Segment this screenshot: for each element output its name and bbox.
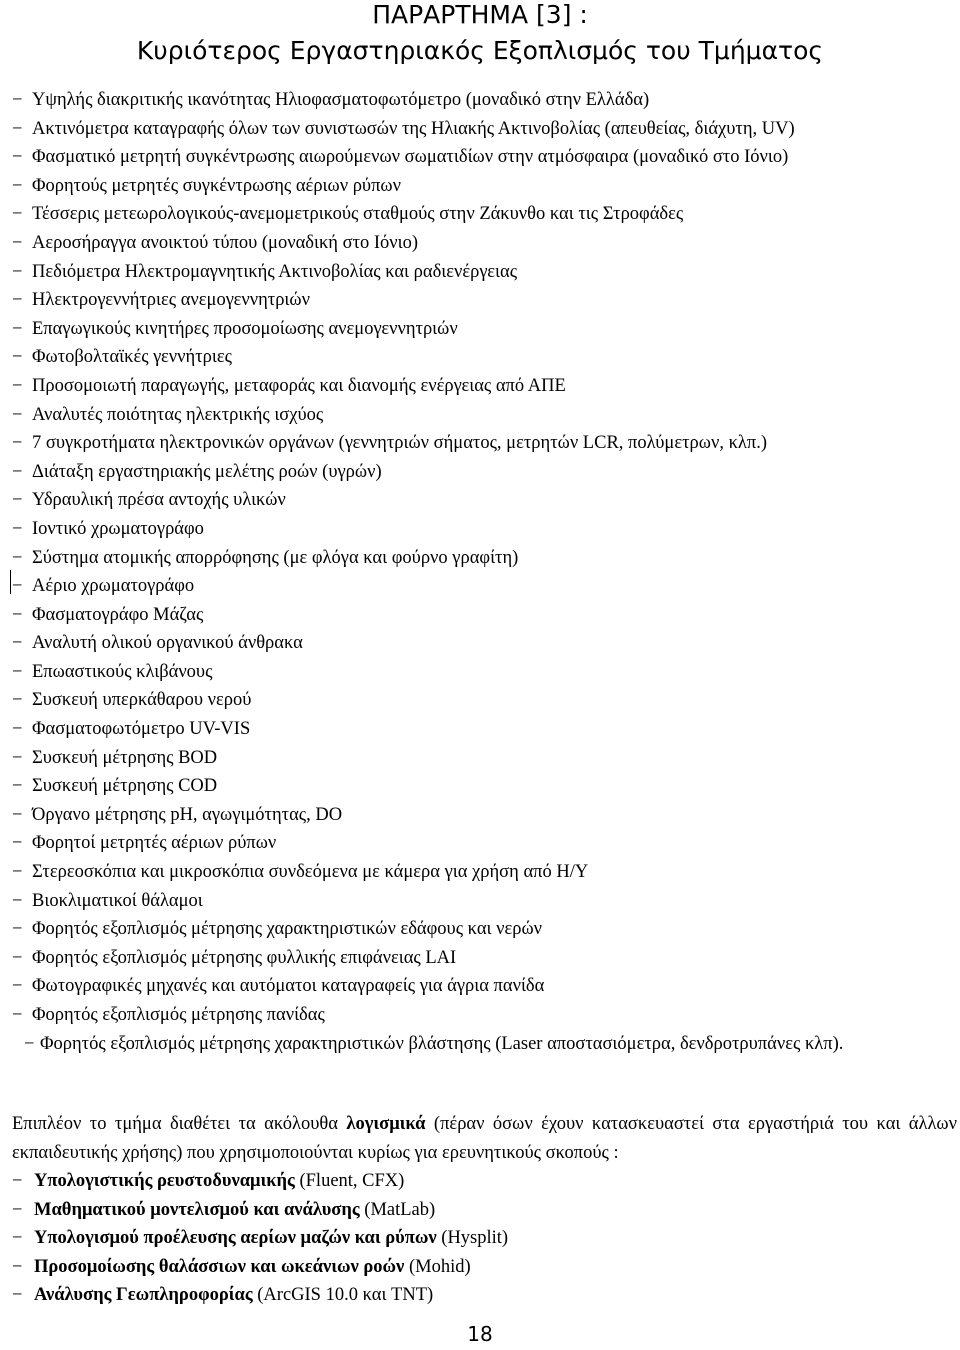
software-list xyxy=(0,1167,960,1310)
software-names: (Mohid) xyxy=(404,1256,471,1277)
list-item-text: Φορητούς μετρητές συγκέντρωσης αέριων ρύπων xyxy=(32,175,401,196)
list-item-text: Αναλυτές ποιότητας ηλεκτρικής ισχύος xyxy=(32,404,324,425)
list-item-text: Ηλεκτρογεννήτριες ανεμογεννητριών xyxy=(32,290,310,311)
dash-bullet: − xyxy=(12,404,23,425)
list-item xyxy=(0,972,960,1001)
software-names: (Fluent, CFX) xyxy=(294,1171,405,1191)
list-item-text: Φωτοβολταϊκές γεννήτριες xyxy=(32,347,232,368)
list-item-text: Φορητός εξοπλισμός μέτρησης χαρακτηριστικών βλάστησης (Laser αποστασιόμετρα, δενδροτρυπάνες κλπ). xyxy=(40,1033,844,1054)
list-item-text: Τέσσερις μετεωρολογικούς-ανεμομετρικούς σταθμούς στην Ζάκυνθο και τις Στροφάδες xyxy=(32,204,684,225)
software-category: Υπολογιστικής ρευστοδυναμικής xyxy=(34,1171,295,1191)
dash-bullet: − xyxy=(12,90,23,110)
list-item-text: Αέριο χρωματογράφο xyxy=(32,576,195,597)
list-item xyxy=(0,343,960,372)
list-item-text: Στερεοσκόπια και μικροσκόπια συνδεόμενα με κάμερα για χρήση από Η/Υ xyxy=(32,862,589,883)
dash-bullet: − xyxy=(12,919,23,940)
list-item xyxy=(0,572,960,601)
dash-bullet: − xyxy=(12,976,23,997)
software-item xyxy=(0,1167,960,1196)
list-item-text: Συσκευή υπερκάθαρου νερού xyxy=(32,690,252,711)
paragraph-text-before: Επιπλέον το τμήμα διαθέτει τα ακόλουθα xyxy=(12,1114,347,1134)
list-item xyxy=(0,429,960,458)
list-item-text: Υψηλής διακριτικής ικανότητας Ηλιοφασματοφωτόμετρο (μοναδικό στην Ελλάδα) xyxy=(32,90,650,110)
list-item-text: Φορητός εξοπλισμός μέτρησης χαρακτηριστικών εδάφους και νερών xyxy=(32,919,543,940)
list-item-text: Φασματογράφο Μάζας xyxy=(32,604,204,625)
list-item xyxy=(0,658,960,687)
dash-bullet: − xyxy=(12,490,23,511)
list-item xyxy=(0,1001,960,1030)
software-item xyxy=(0,1253,960,1282)
software-names: (ArcGIS 10.0 και TNT) xyxy=(252,1285,434,1306)
list-item-text: Υδραυλική πρέσα αντοχής υλικών xyxy=(32,490,286,511)
list-item-text: Φωτογραφικές μηχανές και αυτόματοι καταγραφείς για άγρια πανίδα xyxy=(32,976,545,997)
software-item xyxy=(0,1224,960,1253)
list-item xyxy=(0,258,960,287)
list-item xyxy=(0,544,960,573)
list-item-text: Συσκευή μέτρησης BOD xyxy=(32,747,218,768)
dash-bullet: − xyxy=(12,747,23,768)
list-item xyxy=(0,229,960,258)
list-item-text: Βιοκλιματικοί θάλαμοι xyxy=(32,890,203,911)
dash-bullet: − xyxy=(12,661,23,682)
list-item xyxy=(0,744,960,773)
dash-bullet: − xyxy=(12,690,23,711)
list-item xyxy=(0,372,960,401)
paragraph-bold-term: λογισμικά xyxy=(346,1114,426,1134)
dash-bullet: − xyxy=(12,862,23,883)
software-intro-paragraph xyxy=(12,1110,957,1167)
list-item xyxy=(0,401,960,430)
dash-bullet: − xyxy=(12,890,23,911)
dash-bullet: − xyxy=(12,633,23,654)
software-category: Υπολογισμού προέλευσης αερίων μαζών και ρύπων xyxy=(34,1228,437,1249)
list-item-text: Φορητός εξοπλισμός μέτρησης φυλλικής επιφάνειας LAI xyxy=(32,947,457,968)
list-item-text: Όργανο μέτρησης pH, αγωγιμότητας, DO xyxy=(32,804,343,825)
list-item xyxy=(0,686,960,715)
list-item-text: Ακτινόμετρα καταγραφής όλων των συνιστωσών της Ηλιακής Ακτινοβολίας (απευθείας, διάχυτη, UV) xyxy=(32,118,795,139)
dash-bullet: − xyxy=(12,1199,23,1220)
list-item-text: Επωαστικούς κλιβάνους xyxy=(32,661,213,682)
change-bar xyxy=(10,570,11,594)
list-item xyxy=(0,858,960,887)
list-item-text: Διάταξη εργαστηριακής μελέτης ροών (υγρών) xyxy=(32,461,382,482)
list-item xyxy=(0,887,960,916)
list-item-text: Επαγωγικούς κινητήρες προσομοίωσης ανεμογεννητριών xyxy=(32,318,458,339)
dash-bullet: − xyxy=(12,290,23,311)
list-item-text: Αναλυτή ολικού οργανικού άνθρακα xyxy=(32,633,303,654)
dash-bullet: − xyxy=(12,1285,23,1306)
list-item xyxy=(0,458,960,487)
list-item xyxy=(0,944,960,973)
dash-bullet: − xyxy=(12,947,23,968)
appendix-subtitle: Κυριότερος Εργαστηριακός Εξοπλισμός του Τμήματος xyxy=(136,36,824,65)
dash-bullet: − xyxy=(12,1171,23,1191)
dash-bullet: − xyxy=(12,347,23,368)
list-item xyxy=(0,115,960,144)
list-item xyxy=(0,772,960,801)
list-item xyxy=(0,86,960,115)
list-item-text: Αεροσήραγγα ανοικτού τύπου (μοναδική στο Ιόνιο) xyxy=(32,232,419,253)
list-item xyxy=(0,315,960,344)
dash-bullet: − xyxy=(12,576,23,597)
list-item-text: Φασματοφωτόμετρο UV-VIS xyxy=(32,719,251,740)
software-names: (MatLab) xyxy=(359,1199,436,1220)
list-item xyxy=(0,515,960,544)
software-item xyxy=(0,1196,960,1225)
list-item xyxy=(0,629,960,658)
list-item-text: Φασματικό μετρητή συγκέντρωσης αιωρούμενων σωματιδίων στην ατμόσφαιρα (μοναδικό στο Ιόνιο) xyxy=(32,147,789,168)
list-item xyxy=(0,915,960,944)
paragraph-text-after: (πέραν όσων έχουν κατασκευαστεί στα εργαστήριά του και άλλων εκπαιδευτικής χρήσης) που χρησιμοποιούνται κυρίως για ερευνητικούς σκοπούς : xyxy=(12,1114,957,1163)
page-number: 18 xyxy=(467,1322,493,1346)
list-item xyxy=(0,601,960,630)
dash-bullet: − xyxy=(12,776,23,797)
list-item xyxy=(0,829,960,858)
equipment-list xyxy=(0,86,960,1058)
dash-bullet: − xyxy=(12,175,23,196)
dash-bullet: − xyxy=(12,1256,23,1277)
list-item xyxy=(0,200,960,229)
software-category: Μαθηματικού μοντελισμού και ανάλυσης xyxy=(34,1199,360,1220)
dash-bullet: − xyxy=(12,232,23,253)
dash-bullet: − xyxy=(12,604,23,625)
list-item-text: Φορητός εξοπλισμός μέτρησης πανίδας xyxy=(32,1005,325,1025)
dash-bullet: − xyxy=(24,1033,35,1054)
list-item-text: Συσκευή μέτρησης COD xyxy=(32,776,218,797)
list-item-text: Σύστημα ατομικής απορρόφησης (με φλόγα και φούρνο γραφίτη) xyxy=(32,547,519,568)
dash-bullet: − xyxy=(12,147,23,168)
dash-bullet: − xyxy=(12,261,23,282)
list-item xyxy=(0,801,960,830)
list-item xyxy=(0,715,960,744)
software-category: Προσομοίωσης θαλάσσιων και ωκεάνιων ροών xyxy=(34,1256,405,1277)
list-item xyxy=(0,143,960,172)
dash-bullet: − xyxy=(12,375,23,396)
list-item-wrap xyxy=(12,1030,960,1059)
dash-bullet: − xyxy=(12,833,23,854)
dash-bullet: − xyxy=(12,719,23,740)
software-names: (Hysplit) xyxy=(436,1228,509,1249)
dash-bullet: − xyxy=(12,318,23,339)
list-item-text: Πεδιόμετρα Ηλεκτρομαγνητικής Ακτινοβολίας και ραδιενέργειας xyxy=(32,261,518,282)
dash-bullet: − xyxy=(12,804,23,825)
list-item xyxy=(0,486,960,515)
appendix-title: ΠΑΡΑΡΤΗΜΑ [3] : xyxy=(372,0,588,29)
dash-bullet: − xyxy=(12,518,23,539)
list-item xyxy=(0,286,960,315)
software-category: Ανάλυσης Γεωπληροφορίας xyxy=(34,1285,253,1306)
list-item-text: Φορητοί μετρητές αέριων ρύπων xyxy=(32,833,277,854)
list-item-text: 7 συγκροτήματα ηλεκτρονικών οργάνων (γεννητριών σήματος, μετρητών LCR, πολύμετρων, κλπ.) xyxy=(32,433,767,454)
list-item-text: Ιοντικό χρωματογράφο xyxy=(32,518,204,539)
dash-bullet: − xyxy=(12,547,23,568)
dash-bullet: − xyxy=(12,433,23,454)
list-item xyxy=(0,1030,960,1059)
dash-bullet: − xyxy=(12,461,23,482)
software-item xyxy=(0,1281,960,1310)
dash-bullet: − xyxy=(12,1005,23,1025)
dash-bullet: − xyxy=(12,118,23,139)
list-item-text: Προσομοιωτή παραγωγής, μεταφοράς και διανομής ενέργειας από ΑΠΕ xyxy=(32,375,566,396)
list-item xyxy=(0,172,960,201)
dash-bullet: − xyxy=(12,1228,23,1249)
dash-bullet: − xyxy=(12,204,23,225)
